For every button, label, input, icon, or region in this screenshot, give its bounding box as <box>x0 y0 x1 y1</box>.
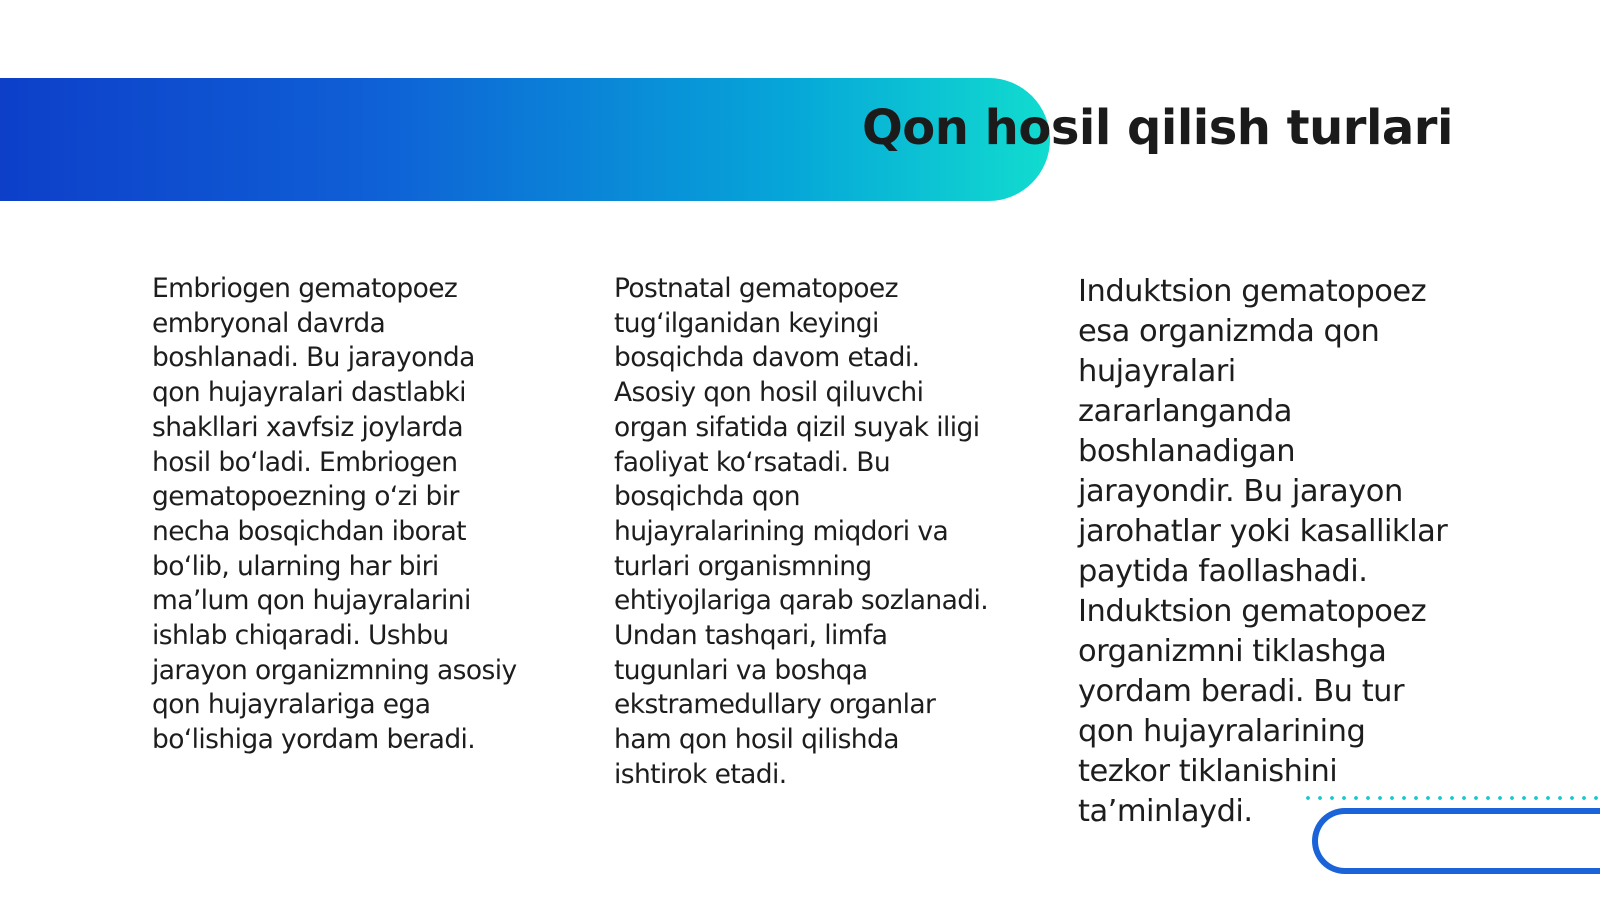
column-embriogen-text: Embriogen gematopoez embryonal davrda boshlanadi. Bu jarayonda qon hujayralari dastlabki shakllari xavfsiz joylarda hosil bo‘ladi. Embriogen gematopoezning o‘zi bir necha bosqichdan iborat bo‘lib, ularning har biri ma’lum qon hujayralarini ishlab chiqaradi. Ushbu jarayon organizmning asosiy qon hujayralariga ega bo‘lishiga yordam beradi. <box>152 273 517 756</box>
slide-title: Qon hosil qilish turlari <box>862 100 1453 156</box>
column-postnatal-text: Postnatal gematopoez tug‘ilganidan keyingi bosqichda davom etadi. Asosiy qon hosil qiluvchi organ sifatida qizil suyak iligi faoliyat ko‘rsatadi. Bu bosqichda qon hujayralarining miqdori va turlari organismning ehtiyojlariga qarab sozlanadi. Undan tashqari, limfa tugunlari va boshqa ekstramedullary organlar ham qon hosil qilishda ishtirok etadi. <box>614 273 989 790</box>
decorative-ring <box>1312 808 1600 874</box>
decorative-dots <box>1302 795 1600 801</box>
column-induktsion-text: Induktsion gematopoez esa organizmda qon hujayralari zararlanganda boshlanadigan jarayondir. Bu jarayon jarohatlar yoki kasalliklar paytida faollashadi. Induktsion gematopoez organizmni tiklashga yordam beradi. Bu tur qon hujayralarining tezkor tiklanishini ta’minlaydi. <box>1078 274 1448 829</box>
